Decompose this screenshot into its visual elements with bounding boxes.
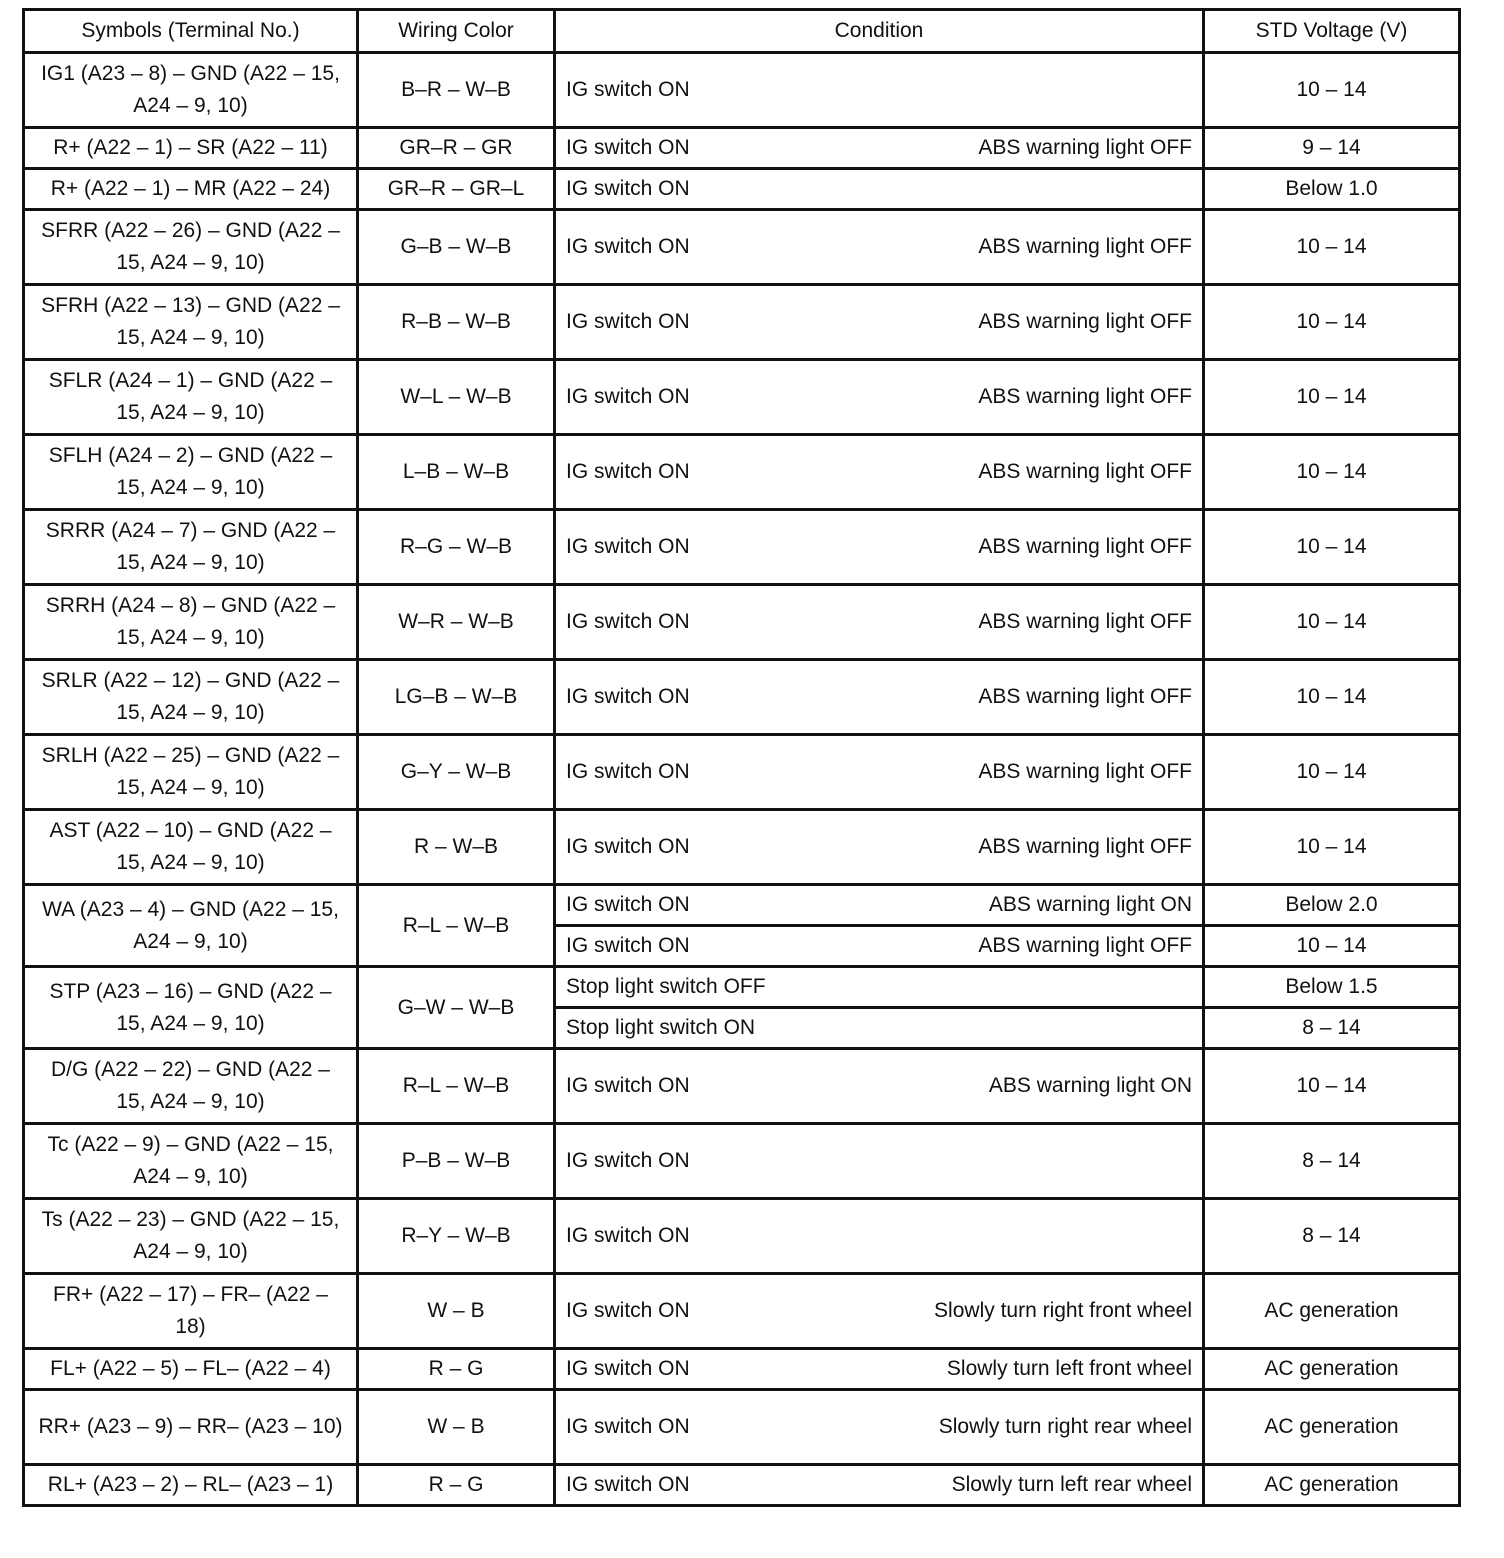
table-row — [24, 1049, 1460, 1124]
condition-wrap — [566, 1295, 1192, 1327]
table-row — [24, 585, 1460, 660]
condition-cell — [555, 510, 1204, 585]
condition-state: IG switch ON — [566, 1299, 690, 1322]
wiring-color-cell: R – W–B — [358, 810, 555, 885]
wiring-color-cell: B–R – W–B — [358, 53, 555, 128]
wiring-color-cell: R – G — [358, 1349, 555, 1390]
condition-wrap — [566, 456, 1192, 488]
voltage-cell: 10 – 14 — [1204, 210, 1460, 285]
symbol-cell: SFLR (A24 – 1) – GND (A22 – 15, A24 – 9, 10) — [24, 360, 358, 435]
condition-detail: Slowly turn right rear wheel — [938, 1415, 1192, 1438]
condition-detail: ABS warning light OFF — [978, 136, 1192, 159]
wiring-color-cell: R–L – W–B — [358, 1049, 555, 1124]
symbol-cell: R+ (A22 – 1) – MR (A22 – 24) — [24, 169, 358, 210]
condition-detail: ABS warning light OFF — [978, 760, 1192, 783]
table-row — [24, 169, 1460, 210]
condition-detail: ABS warning light OFF — [978, 385, 1192, 408]
condition-wrap — [566, 1070, 1192, 1102]
condition-cell — [555, 1274, 1204, 1349]
voltage-cell: Below 2.0 — [1204, 885, 1460, 926]
condition-detail: ABS warning light OFF — [978, 685, 1192, 708]
condition-cell — [555, 926, 1204, 967]
terminal-voltage-table — [22, 8, 1461, 1507]
condition-state: IG switch ON — [566, 136, 690, 159]
condition-wrap — [566, 74, 1192, 106]
voltage-cell: 10 – 14 — [1204, 1049, 1460, 1124]
wiring-color-cell: LG–B – W–B — [358, 660, 555, 735]
voltage-cell: 10 – 14 — [1204, 53, 1460, 128]
table-row — [24, 53, 1460, 128]
condition-cell — [555, 735, 1204, 810]
voltage-cell: AC generation — [1204, 1390, 1460, 1465]
condition-state: IG switch ON — [566, 1415, 690, 1438]
condition-state: IG switch ON — [566, 685, 690, 708]
condition-cell — [555, 128, 1204, 169]
table-row — [24, 810, 1460, 885]
table-row — [24, 1390, 1460, 1465]
voltage-cell: 10 – 14 — [1204, 735, 1460, 810]
condition-state: IG switch ON — [566, 1074, 690, 1097]
condition-cell — [555, 285, 1204, 360]
condition-wrap — [566, 1220, 1192, 1252]
condition-state: IG switch ON — [566, 893, 690, 916]
condition-state: IG switch ON — [566, 835, 690, 858]
symbol-cell: Ts (A22 – 23) – GND (A22 – 15, A24 – 9, 10) — [24, 1199, 358, 1274]
table-body — [24, 53, 1460, 1506]
condition-wrap — [566, 831, 1192, 863]
symbol-cell: R+ (A22 – 1) – SR (A22 – 11) — [24, 128, 358, 169]
symbol-cell: AST (A22 – 10) – GND (A22 – 15, A24 – 9, 10) — [24, 810, 358, 885]
condition-wrap — [566, 531, 1192, 563]
wiring-color-cell: R–B – W–B — [358, 285, 555, 360]
symbol-cell: SRRH (A24 – 8) – GND (A22 – 15, A24 – 9, 10) — [24, 585, 358, 660]
condition-detail: ABS warning light OFF — [978, 835, 1192, 858]
table-row — [24, 128, 1460, 169]
condition-cell — [555, 1199, 1204, 1274]
condition-state: IG switch ON — [566, 1357, 690, 1380]
header-symbols: Symbols (Terminal No.) — [24, 10, 358, 53]
wiring-color-cell: GR–R – GR–L — [358, 169, 555, 210]
condition-wrap — [566, 756, 1192, 788]
condition-detail: ABS warning light OFF — [978, 460, 1192, 483]
wiring-color-cell: P–B – W–B — [358, 1124, 555, 1199]
table-header-row — [24, 10, 1460, 53]
voltage-cell: Below 1.5 — [1204, 967, 1460, 1008]
table-row — [24, 1199, 1460, 1274]
condition-wrap — [566, 132, 1192, 164]
symbol-cell: FL+ (A22 – 5) – FL– (A22 – 4) — [24, 1349, 358, 1390]
wiring-color-cell: W – B — [358, 1274, 555, 1349]
condition-wrap — [566, 930, 1192, 962]
condition-state: IG switch ON — [566, 78, 690, 101]
voltage-cell: AC generation — [1204, 1349, 1460, 1390]
condition-cell — [555, 1049, 1204, 1124]
table-row — [24, 360, 1460, 435]
wiring-color-cell: W – B — [358, 1390, 555, 1465]
voltage-cell: 8 – 14 — [1204, 1124, 1460, 1199]
condition-wrap — [566, 606, 1192, 638]
condition-wrap — [566, 381, 1192, 413]
condition-cell — [555, 1008, 1204, 1049]
voltage-cell: 10 – 14 — [1204, 360, 1460, 435]
table-row — [24, 1274, 1460, 1349]
symbol-cell: SFRH (A22 – 13) – GND (A22 – 15, A24 – 9, 10) — [24, 285, 358, 360]
symbol-cell: FR+ (A22 – 17) – FR– (A22 – 18) — [24, 1274, 358, 1349]
wiring-color-cell: L–B – W–B — [358, 435, 555, 510]
condition-wrap — [566, 1411, 1192, 1443]
wiring-color-cell: R–Y – W–B — [358, 1199, 555, 1274]
condition-cell — [555, 585, 1204, 660]
condition-detail: ABS warning light OFF — [978, 610, 1192, 633]
condition-cell — [555, 1465, 1204, 1506]
condition-wrap — [566, 231, 1192, 263]
header-std-voltage: STD Voltage (V) — [1204, 10, 1460, 53]
condition-detail: Slowly turn left front wheel — [946, 1357, 1192, 1380]
wiring-color-cell: R–G – W–B — [358, 510, 555, 585]
table-row — [24, 885, 1460, 926]
condition-cell — [555, 435, 1204, 510]
wiring-color-cell: G–B – W–B — [358, 210, 555, 285]
wiring-color-cell: G–Y – W–B — [358, 735, 555, 810]
symbol-cell: SFLH (A24 – 2) – GND (A22 – 15, A24 – 9, 10) — [24, 435, 358, 510]
voltage-cell: 10 – 14 — [1204, 285, 1460, 360]
condition-cell — [555, 360, 1204, 435]
symbol-cell: SFRR (A22 – 26) – GND (A22 – 15, A24 – 9, 10) — [24, 210, 358, 285]
table-row — [24, 1465, 1460, 1506]
symbol-cell: RR+ (A23 – 9) – RR– (A23 – 10) — [24, 1390, 358, 1465]
condition-detail: ABS warning light OFF — [978, 235, 1192, 258]
condition-detail: Slowly turn left rear wheel — [951, 1473, 1192, 1496]
voltage-cell: 10 – 14 — [1204, 660, 1460, 735]
condition-cell — [555, 967, 1204, 1008]
condition-cell — [555, 1349, 1204, 1390]
voltage-cell: 10 – 14 — [1204, 926, 1460, 967]
voltage-cell: 10 – 14 — [1204, 810, 1460, 885]
symbol-cell: SRRR (A24 – 7) – GND (A22 – 15, A24 – 9, 10) — [24, 510, 358, 585]
table-row — [24, 967, 1460, 1008]
condition-state: IG switch ON — [566, 1149, 690, 1172]
condition-cell — [555, 885, 1204, 926]
voltage-cell: AC generation — [1204, 1274, 1460, 1349]
table-row — [24, 210, 1460, 285]
condition-wrap — [566, 1012, 1192, 1044]
condition-wrap — [566, 889, 1192, 921]
symbol-cell: IG1 (A23 – 8) – GND (A22 – 15, A24 – 9, 10) — [24, 53, 358, 128]
symbol-cell: STP (A23 – 16) – GND (A22 – 15, A24 – 9, 10) — [24, 967, 358, 1049]
condition-state: IG switch ON — [566, 385, 690, 408]
condition-state: IG switch ON — [566, 760, 690, 783]
condition-cell — [555, 660, 1204, 735]
condition-state: Stop light switch OFF — [566, 975, 766, 998]
condition-state: IG switch ON — [566, 610, 690, 633]
header-wiring-color: Wiring Color — [358, 10, 555, 53]
header-condition: Condition — [555, 10, 1204, 53]
condition-wrap — [566, 173, 1192, 205]
symbol-cell: SRLH (A22 – 25) – GND (A22 – 15, A24 – 9, 10) — [24, 735, 358, 810]
condition-detail: Slowly turn right front wheel — [934, 1299, 1192, 1322]
condition-state: IG switch ON — [566, 1473, 690, 1496]
symbol-cell: SRLR (A22 – 12) – GND (A22 – 15, A24 – 9, 10) — [24, 660, 358, 735]
condition-state: IG switch ON — [566, 235, 690, 258]
voltage-cell: AC generation — [1204, 1465, 1460, 1506]
wiring-color-cell: GR–R – GR — [358, 128, 555, 169]
condition-state: IG switch ON — [566, 177, 690, 200]
condition-cell — [555, 1124, 1204, 1199]
table-row — [24, 660, 1460, 735]
table-row — [24, 510, 1460, 585]
voltage-cell: 9 – 14 — [1204, 128, 1460, 169]
symbol-cell: WA (A23 – 4) – GND (A22 – 15, A24 – 9, 10) — [24, 885, 358, 967]
table-row — [24, 435, 1460, 510]
condition-state: IG switch ON — [566, 310, 690, 333]
wiring-color-cell: W–L – W–B — [358, 360, 555, 435]
wiring-color-cell: R – G — [358, 1465, 555, 1506]
table-row — [24, 1124, 1460, 1199]
condition-state: Stop light switch ON — [566, 1016, 756, 1039]
condition-detail: ABS warning light OFF — [978, 535, 1192, 558]
condition-state: IG switch ON — [566, 460, 690, 483]
condition-state: IG switch ON — [566, 535, 690, 558]
condition-wrap — [566, 1469, 1192, 1501]
wiring-color-cell: W–R – W–B — [358, 585, 555, 660]
wiring-color-cell: G–W – W–B — [358, 967, 555, 1049]
condition-wrap — [566, 1353, 1192, 1385]
voltage-cell: 8 – 14 — [1204, 1008, 1460, 1049]
table-row — [24, 1349, 1460, 1390]
table-row — [24, 735, 1460, 810]
voltage-cell: 10 – 14 — [1204, 435, 1460, 510]
condition-wrap — [566, 971, 1192, 1003]
voltage-cell: 10 – 14 — [1204, 585, 1460, 660]
condition-cell — [555, 169, 1204, 210]
wiring-color-cell: R–L – W–B — [358, 885, 555, 967]
voltage-cell: 10 – 14 — [1204, 510, 1460, 585]
condition-cell — [555, 53, 1204, 128]
condition-state: IG switch ON — [566, 934, 690, 957]
condition-detail: ABS warning light ON — [988, 893, 1192, 916]
condition-detail: ABS warning light ON — [988, 1074, 1192, 1097]
symbol-cell: RL+ (A23 – 2) – RL– (A23 – 1) — [24, 1465, 358, 1506]
symbol-cell: Tc (A22 – 9) – GND (A22 – 15, A24 – 9, 10) — [24, 1124, 358, 1199]
condition-detail: ABS warning light OFF — [978, 310, 1192, 333]
condition-cell — [555, 210, 1204, 285]
condition-cell — [555, 810, 1204, 885]
condition-wrap — [566, 681, 1192, 713]
symbol-cell: D/G (A22 – 22) – GND (A22 – 15, A24 – 9, 10) — [24, 1049, 358, 1124]
condition-detail: ABS warning light OFF — [978, 934, 1192, 957]
condition-cell — [555, 1390, 1204, 1465]
condition-wrap — [566, 1145, 1192, 1177]
condition-wrap — [566, 306, 1192, 338]
voltage-cell: Below 1.0 — [1204, 169, 1460, 210]
condition-state: IG switch ON — [566, 1224, 690, 1247]
voltage-cell: 8 – 14 — [1204, 1199, 1460, 1274]
table-row — [24, 285, 1460, 360]
